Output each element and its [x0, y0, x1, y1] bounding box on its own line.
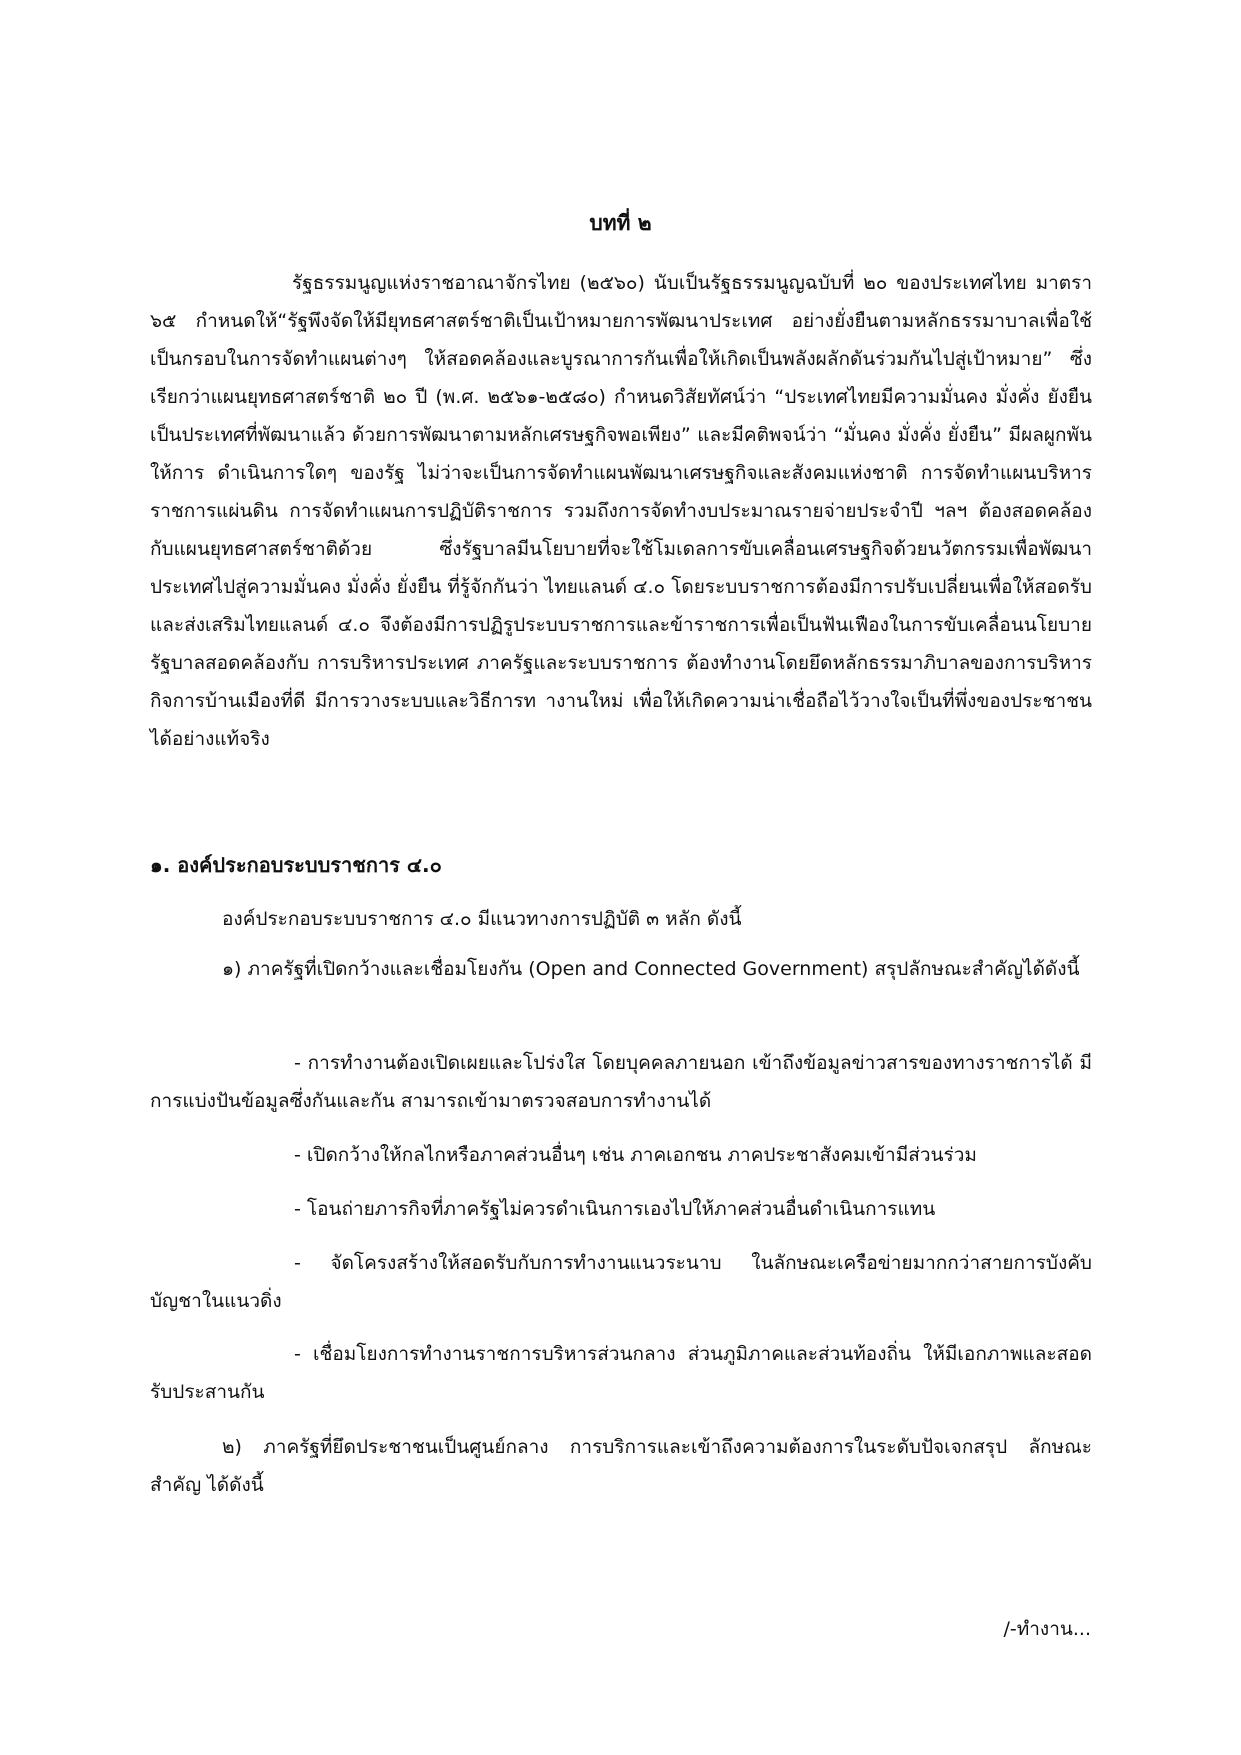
intro-paragraph: รัฐธรรมนูญแห่งราชอาณาจักรไทย (๒๕๖๐) นับเป็นรัฐธรรมนูญฉบับที่ ๒๐ ของประเทศไทย มาตรา ๖๕ กำหนดให้“รัฐพึงจัดให้มียุทธศาสตร์ชาติเป็นเป้าหมายการพัฒนาประเทศ อย่างยั่งยืนตามหลักธรรมาบาลเพื่อใช้เป็นกรอบในการจัดทำแผนต่างๆ ให้สอดคล้องและบูรณาการกันเพื่อให้เกิดเป็นพลังผลักดันร่วมกันไปสู่เป้าหมาย” ซึ่งเรียกว่าแผนยุทธศาสตร์ชาติ ๒๐ ปี (พ.ศ. ๒๕๖๑-๒๕๘๐) กำหนดวิสัยทัศน์ว่า “ประเทศไทยมีความมั่นคง มั่งคั่ง ยังยืน เป็นประเทศที่พัฒนาแล้ว ด้วยการพัฒนาตามหลักเศรษฐกิจพอเพียง” และมีคติพจน์ว่า “มั่นคง มั่งคั่ง ยั่งยืน” มีผลผูกพันให้การ ดำเนินการใดๆ ของรัฐ ไม่ว่าจะเป็นการจัดทำแผนพัฒนาเศรษฐกิจและสังคมแห่งชาติ การจัดทำแผนบริหารราชการแผ่นดิน การจัดทำแผนการปฏิบัติราชการ รวมถึงการจัดทำงบประมาณรายจ่ายประจำปี ฯลฯ ต้องสอดคล้องกับแผนยุทธศาสตร์ชาติด้วย ซึ่งรัฐบาลมีนโยบายที่จะใช้โมเดลการขับเคลื่อนเศรษฐกิจด้วยนวัตกรรมเพื่อพัฒนาประเทศไปสู่ความมั่นคง มั่งคั่ง ยั่งยืน ที่รู้จักกันว่า ไทยแลนด์ ๔.๐ โดยระบบราชการต้องมีการปรับเปลี่ยนเพื่อให้สอดรับและส่งเสริมไทยแลนด์ ๔.๐ จึงต้องมีการปฏิรูประบบราชการและข้าราชการเพื่อเป็นฟันเฟืองในการขับเคลื่อนนโยบายรัฐบาลสอดคล้องกับ การบริหารประเทศ ภาครัฐและระบบราชการ ต้องทำงานโดยยึดหลักธรรมาภิบาลของการบริหารกิจการบ้านเมืองที่ดี มีการวางระบบและวิธีการท างานใหม่ เพื่อให้เกิดความน่าเชื่อถือไว้วางใจเป็นที่พึ่งของประชาชนได้อย่างแท้จริง: [150, 272, 1092, 750]
item-1-paragraph: ๑) ภาครัฐที่เปิดกว้างและเชื่อมโยงกัน (Open and Connected Government) สรุปลักษณะสำคัญได้ดังนี้: [222, 958, 1080, 980]
item-1-point-5: - เชื่อมโยงการทำงานราชการบริหารส่วนกลาง ส่วนภูมิภาคและส่วนท้องถิ่น ให้มีเอกภาพและสอดรับประสานกัน: [150, 1343, 1092, 1403]
continuation-marker: /-ทำงาน...: [1003, 1618, 1091, 1640]
item-2-paragraph: ๒) ภาครัฐที่ยึดประชาชนเป็นศูนย์กลาง การบริการและเข้าถึงความต้องการในระดับปัจเจกสรุป ลักษณะสำคัญ ได้ดังนี้: [150, 1436, 1092, 1496]
item-1-point-4: - จัดโครงสร้างให้สอดรับกับการทำงานแนวระนาบ ในลักษณะเครือข่ายมากกว่าสายการบังคับบัญชาในแนวดิ่ง: [150, 1252, 1092, 1312]
item-1-point-2: - เปิดกว้างให้กลไกหรือภาคส่วนอื่นๆ เช่น ภาคเอกชน ภาคประชาสังคมเข้ามีส่วนร่วม: [294, 1144, 977, 1166]
chapter-title: บทที่ ๒: [589, 211, 652, 235]
item-1-point-1: - การทำงานต้องเปิดเผยและโปร่งใส โดยบุคคลภายนอก เข้าถึงข้อมูลข่าวสารของทางราชการได้ มีการแบ่งปันข้อมูลซึ่งกันและกัน สามารถเข้ามาตรวจสอบการทำงานได้: [150, 1052, 1092, 1112]
section-heading: ๑. องค์ประกอบระบบราชการ ๔.๐: [150, 853, 442, 877]
item-1-point-3: - โอนถ่ายภารกิจที่ภาครัฐไม่ควรดำเนินการเองไปให้ภาคส่วนอื่นดำเนินการแทน: [294, 1198, 936, 1220]
section-lead: องค์ประกอบระบบราชการ ๔.๐ มีแนวทางการปฏิบัติ ๓ หลัก ดังนี้: [222, 908, 742, 930]
